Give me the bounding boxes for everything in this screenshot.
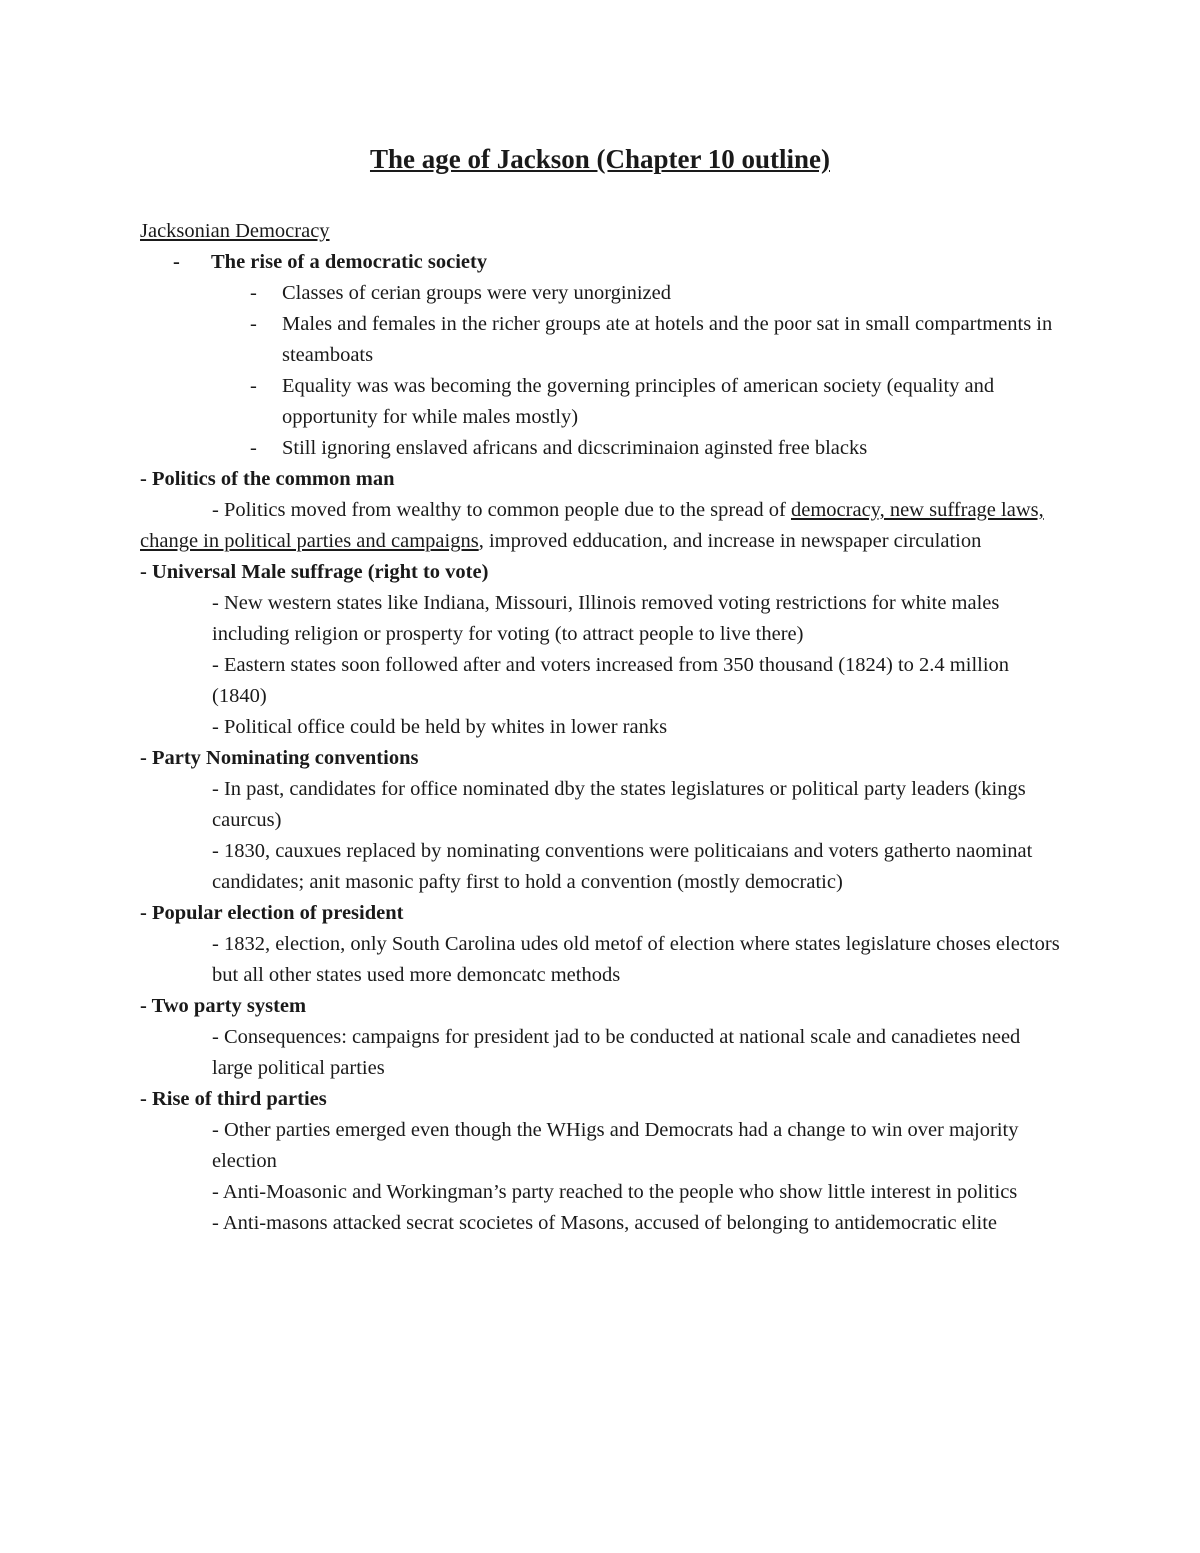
politics-topic [140,464,1065,495]
list-item [140,309,1065,371]
list-item: - Consequences: campaigns for president jad to be conducted at national scale and canadietes need large political parties [212,1026,1021,1079]
popular-topic [140,898,1065,929]
list-item [140,433,1065,464]
bullet-dash: - [250,375,257,397]
list-item: - 1830, cauxues replaced by nominating conventions were politicaians and voters gatherto naominat candidates; anit masonic pafty first to hold a convention (mostly democratic) [212,840,1033,893]
politics-title: Politics of the common man [151,468,395,490]
twoparty-topic [140,991,1065,1022]
bullet-dash: - [140,468,147,490]
list-item: - Political office could be held by whites in lower ranks [212,716,668,738]
list-item-text: Males and females in the richer groups ate at hotels and the poor sat in small compartments in steamboats [282,313,1053,366]
bullet-dash: - [140,995,147,1017]
bullet-dash: - [250,437,257,459]
bullet-dash: - [250,282,257,304]
list-item: - Anti-Moasonic and Workingman’s party reached to the people who show little interest in politics [212,1181,1018,1203]
list-item [140,278,1065,309]
politics-paragraph [140,495,1065,557]
list-item: - Eastern states soon followed after and voters increased from 350 thousand (1824) to 2.4 million (1840) [212,654,1010,707]
bullet-dash: - [140,1088,147,1110]
list-item: - Other parties emerged even though the WHigs and Democrats had a change to win over majority election [212,1119,1019,1172]
suffrage-topic [140,557,1065,588]
section-heading: Jacksonian Democracy [140,220,330,242]
list-item-text: Equality was was becoming the governing principles of american society (equality and opportunity for while males mostly) [282,375,995,428]
list-item [140,371,1065,433]
bullet-dash: - [173,251,180,273]
page-title: The age of Jackson (Chapter 10 outline) [369,144,830,174]
politics-text-underlined: democracy, new suffrage laws, change in political parties and campaigns [140,499,1044,552]
document-body [140,216,1065,1239]
list-item: - In past, candidates for office nominated dby the states legislatures or political party leaders (kings caurcus) [212,778,1026,831]
rise-title: The rise of a democratic society [211,251,488,273]
politics-text-start: - Politics moved from wealthy to common people due to the spread of [212,499,791,521]
list-item: - Anti-masons attacked secrat scocietes of Masons, accused of belonging to antidemocratic elite [212,1212,997,1234]
list-item-text: Classes of cerian groups were very unorginized [282,282,671,304]
bullet-dash: - [140,902,147,924]
third-topic [140,1084,1065,1115]
conventions-title: Party Nominating conventions [151,747,419,769]
bullet-dash: - [250,313,257,335]
bullet-dash: - [140,561,147,583]
popular-title: Popular election of president [151,902,404,924]
rise-topic [140,247,1065,278]
politics-text-end: , improved edducation, and increase in newspaper circulation [478,530,982,552]
bullet-dash: - [140,747,147,769]
list-item-text: Still ignoring enslaved africans and dicscriminaion aginsted free blacks [282,437,868,459]
third-title: Rise of third parties [151,1088,327,1110]
twoparty-title: Two party system [151,995,307,1017]
list-item: - New western states like Indiana, Missouri, Illinois removed voting restrictions for white males including religion or prosperty for voting (to attract people to live there) [212,592,1000,645]
suffrage-title: Universal Male suffrage (right to vote) [151,561,489,583]
list-item: - 1832, election, only South Carolina udes old metof of election where states legislature choses electors but all other states used more demoncatc methods [212,933,1060,986]
conventions-topic [140,743,1065,774]
